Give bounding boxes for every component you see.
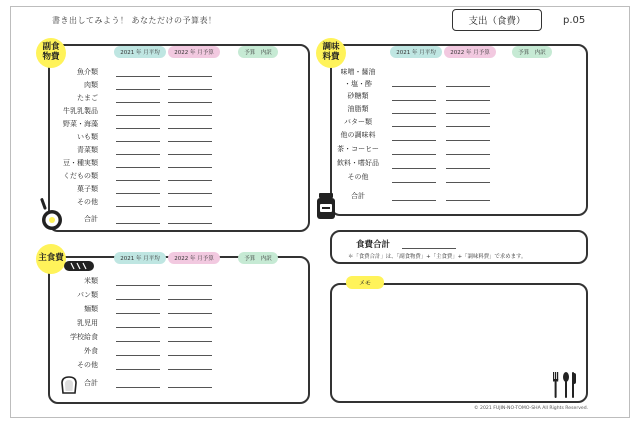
memo-tag: メモ [346, 276, 384, 289]
row-label: 飲料・嗜好品 [337, 159, 379, 167]
page-number: p.05 [563, 15, 586, 26]
entry-line-2021[interactable] [116, 167, 160, 168]
entry-line-2021[interactable] [392, 168, 436, 169]
row-label: バター類 [344, 118, 372, 126]
entry-line-2022[interactable] [168, 102, 212, 103]
row-label: 野菜・海藻 [63, 120, 98, 128]
total-label: 合計 [84, 215, 98, 223]
entry-line-2021[interactable] [116, 206, 160, 207]
copyright-footer: © 2021 FUJIN-NO-TOMO-SHA All Rights Reserved. [474, 406, 589, 411]
row-label: 乳児用 [77, 319, 98, 327]
seasoning-badge-label: 調味 料費 [322, 42, 340, 62]
row-label: 他の調味料 [340, 131, 376, 139]
entry-line-2022[interactable] [446, 140, 490, 141]
seasoning-col-breakdown: 予算 内訳 [512, 46, 552, 58]
entry-line-2021[interactable] [116, 154, 160, 155]
row-label: 砂糖類 [347, 92, 369, 100]
total-line-2022[interactable] [168, 387, 212, 388]
total-line-2021[interactable] [116, 223, 160, 224]
entry-line-2022[interactable] [168, 341, 212, 342]
entry-line-2022[interactable] [168, 115, 212, 116]
staple-col-breakdown: 予算 内訳 [238, 252, 278, 264]
entry-line-2021[interactable] [392, 100, 436, 101]
row-label: パン類 [77, 291, 98, 299]
row-label: たまご [77, 94, 98, 102]
seasoning-badge [316, 38, 346, 68]
cutlery-icon [552, 372, 580, 398]
entry-line-2022[interactable] [168, 285, 212, 286]
total-label: 合計 [84, 379, 98, 387]
food-total-line[interactable] [402, 248, 456, 249]
staple-badge-label: 主食費 [38, 253, 64, 264]
entry-line-2021[interactable] [116, 341, 160, 342]
entry-line-2022[interactable] [168, 76, 212, 77]
row-label: その他 [347, 173, 369, 181]
entry-line-2022[interactable] [168, 180, 212, 181]
page-title: 支出（食費） [452, 9, 542, 31]
jam-jar-icon [316, 193, 336, 219]
row-label: 麺類 [84, 305, 98, 313]
entry-line-2022[interactable] [168, 313, 212, 314]
seasoning-col-2021: 2021 年 月平均 [390, 46, 442, 58]
row-label: 肉類 [84, 81, 98, 89]
entry-line-2022[interactable] [168, 193, 212, 194]
entry-line-2022[interactable] [168, 141, 212, 142]
entry-line-2021[interactable] [392, 126, 436, 127]
entry-line-2022[interactable] [168, 167, 212, 168]
row-label: 牛乳乳製品 [63, 107, 98, 115]
food-total-note: ＊「食費合計」は、「副食物費」+「主食費」+「調味料費」で求めます。 [348, 254, 527, 260]
header-note: 書き出してみよう！ あなただけの予算表！ [52, 16, 217, 25]
entry-line-2021[interactable] [116, 76, 160, 77]
row-label: いも類 [77, 133, 98, 141]
bread-icon [64, 260, 94, 272]
entry-line-2021[interactable] [392, 140, 436, 141]
entry-line-2021[interactable] [116, 299, 160, 300]
entry-line-2022[interactable] [446, 182, 490, 183]
entry-line-2021[interactable] [392, 154, 436, 155]
entry-line-2021[interactable] [116, 89, 160, 90]
entry-line-2022[interactable] [168, 299, 212, 300]
entry-line-2022[interactable] [168, 89, 212, 90]
entry-line-2021[interactable] [116, 180, 160, 181]
seasoning-col-2022: 2022 年 月予算 [444, 46, 496, 58]
row-label: 米類 [84, 277, 98, 285]
entry-line-2022[interactable] [168, 154, 212, 155]
total-label: 合計 [351, 192, 365, 200]
frying-pan-icon [38, 198, 68, 232]
staple-col-2021: 2021 年 月平均 [114, 252, 166, 264]
entry-line-2021[interactable] [392, 182, 436, 183]
row-label: 青菜類 [77, 146, 98, 154]
entry-line-2022[interactable] [168, 206, 212, 207]
row-label: 学校給食 [70, 333, 98, 341]
entry-line-2022[interactable] [446, 113, 490, 114]
entry-line-2021[interactable] [116, 285, 160, 286]
total-line-2022[interactable] [168, 223, 212, 224]
entry-line-2022[interactable] [446, 154, 490, 155]
entry-line-2022[interactable] [168, 128, 212, 129]
entry-line-2021[interactable] [116, 193, 160, 194]
staple-col-2022: 2022 年 月予算 [168, 252, 220, 264]
side-col-2022: 2022 年 月予算 [168, 46, 220, 58]
row-label: 外食 [84, 347, 98, 355]
entry-line-2021[interactable] [116, 355, 160, 356]
total-line-2022[interactable] [446, 200, 490, 201]
entry-line-2021[interactable] [116, 141, 160, 142]
entry-line-2021[interactable] [116, 369, 160, 370]
row-label: 茶・コーヒー [337, 145, 379, 153]
entry-line-2021[interactable] [392, 86, 436, 87]
side-col-2021: 2021 年 月平均 [114, 46, 166, 58]
staple-badge [36, 244, 66, 274]
entry-line-2022[interactable] [168, 355, 212, 356]
total-line-2021[interactable] [116, 387, 160, 388]
entry-line-2021[interactable] [116, 115, 160, 116]
entry-line-2022[interactable] [168, 327, 212, 328]
entry-line-2022[interactable] [446, 86, 490, 87]
row-label: 魚介類 [77, 68, 98, 76]
entry-line-2021[interactable] [116, 102, 160, 103]
total-line-2021[interactable] [392, 200, 436, 201]
entry-line-2022[interactable] [446, 126, 490, 127]
entry-line-2021[interactable] [116, 128, 160, 129]
row-label: 菓子類 [77, 185, 98, 193]
row-label: くだもの類 [63, 172, 98, 180]
side-col-breakdown: 予算 内訳 [238, 46, 278, 58]
toast-icon [60, 376, 78, 394]
row-label: その他 [77, 198, 98, 206]
side-dish-badge [36, 38, 66, 68]
entry-line-2021[interactable] [392, 113, 436, 114]
memo-panel[interactable] [330, 283, 588, 403]
entry-line-2022[interactable] [168, 369, 212, 370]
row-label: 豆・種実類 [63, 159, 98, 167]
side-dish-badge-label: 副食 物費 [42, 42, 60, 62]
row-label: 油脂類 [347, 105, 369, 113]
row-label: その他 [77, 361, 98, 369]
food-total-title: 食費合計 [356, 240, 391, 250]
entry-line-2021[interactable] [116, 327, 160, 328]
row-label: 味噌・醤油 ・塩・酢 [340, 68, 376, 88]
entry-line-2022[interactable] [446, 168, 490, 169]
entry-line-2022[interactable] [446, 100, 490, 101]
entry-line-2021[interactable] [116, 313, 160, 314]
